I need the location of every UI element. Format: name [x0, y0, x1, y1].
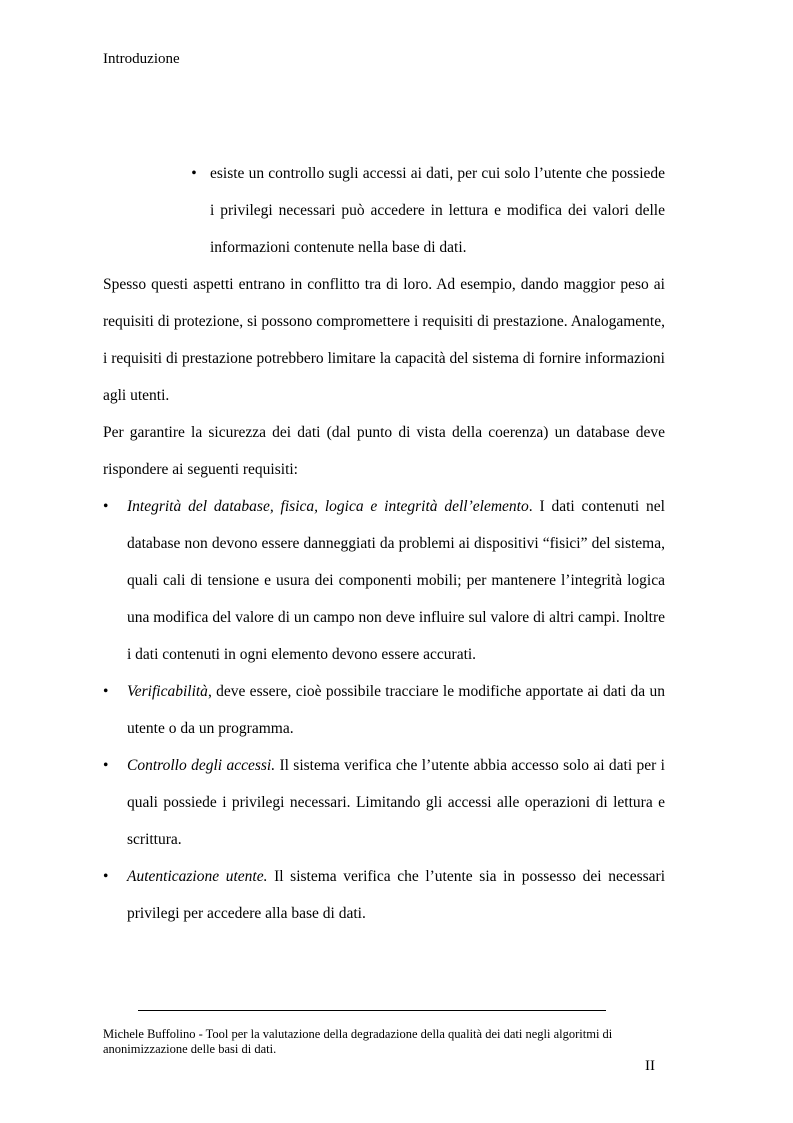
paragraph-conflict: Spesso questi aspetti entrano in conflitto tra di loro. Ad esempio, dando maggior peso ai requisiti di protezione, si possono compromettere i requisiti di prestazione. Analogamente, i requisiti di prestazione potrebbero limitare la capacità del sistema di fornire informazioni agli utenti.: [103, 276, 665, 404]
bullet-icon: •: [103, 498, 109, 515]
requirement-term: Integrità del database, fisica, logica e integrità dell’elemento: [127, 498, 529, 515]
requirement-term: Verificabilità: [127, 683, 208, 700]
bullet-icon: •: [103, 683, 109, 700]
requirement-text: Il sistema verifica che l’utente sia in possesso dei necessari privilegi per accedere alla base di dati.: [127, 868, 665, 922]
page-number: II: [645, 1058, 655, 1074]
requirement-text: , deve essere, cioè possibile tracciare le modifiche apportate ai dati da un utente o da un programma.: [127, 683, 665, 737]
list-item: [103, 858, 665, 932]
body-text: [103, 155, 665, 932]
paragraph-requirements-intro: Per garantire la sicurezza dei dati (dal punto di vista della coerenza) un database deve rispondere ai seguenti requisiti:: [103, 424, 665, 478]
bullet-icon: •: [191, 165, 197, 182]
list-item: [103, 673, 665, 747]
running-header: Introduzione: [103, 51, 180, 67]
list-item: [103, 747, 665, 858]
footer-note: Michele Buffolino - Tool per la valutazione della degradazione della qualità dei dati negli algoritmi di anonimizzazione delle basi di dati.: [103, 1027, 613, 1056]
requirement-term: Controllo degli accessi.: [127, 757, 276, 774]
bullet-icon: •: [103, 868, 109, 885]
list-item: [103, 488, 665, 673]
requirement-text: . I dati contenuti nel database non devono essere danneggiati da problemi ai dispositivi “fisici” del sistema, quali cali di tensione e usura dei componenti mobili; per mantenere l’integrità logica una modifica del valore di un campo non deve influire sul valore di altri campi. Inoltre i dati contenuti in ogni elemento devono essere accurati.: [127, 498, 665, 663]
intro-bullet-item: [191, 155, 666, 266]
intro-bullet-line1: esiste un controllo sugli accessi ai dati, per cui solo l’utente che: [210, 165, 608, 182]
requirement-text: Il sistema verifica che l’utente abbia accesso solo ai dati per i quali possiede i privilegi necessari. Limitando gli accessi alle operazioni di lettura e scrittura.: [127, 757, 665, 848]
requirements-list: [103, 488, 665, 932]
intro-bullet-rest: possiede i privilegi necessari può accedere in lettura e modifica dei valori delle informazioni contenute nella base di dati.: [210, 165, 666, 256]
footer-divider: [138, 1010, 606, 1011]
bullet-icon: •: [103, 757, 109, 774]
requirement-term: Autenticazione utente.: [127, 868, 268, 885]
